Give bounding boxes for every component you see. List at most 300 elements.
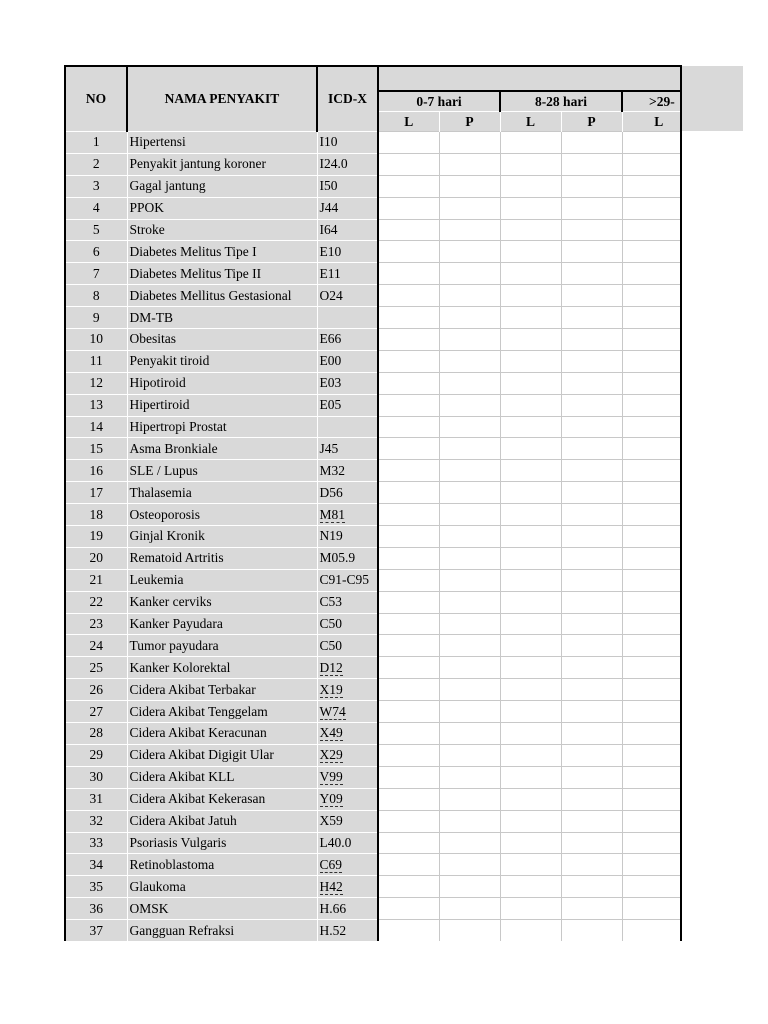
count-cell[interactable] (439, 832, 500, 854)
count-cell[interactable] (500, 504, 561, 526)
count-cell[interactable] (439, 197, 500, 219)
count-cell[interactable] (500, 810, 561, 832)
disease-name: Cidera Akibat Digigit Ular (127, 744, 317, 766)
count-cell[interactable] (439, 504, 500, 526)
count-cell[interactable] (561, 372, 622, 394)
count-cell[interactable] (622, 613, 682, 635)
count-cell[interactable] (622, 569, 682, 591)
disease-name: Asma Bronkiale (127, 438, 317, 460)
icd-code-text: X29 (319, 747, 343, 763)
count-cell[interactable] (622, 438, 682, 460)
count-cell[interactable] (439, 854, 500, 876)
icd-code (317, 635, 378, 657)
age-group-8-28: 8-28 hari (500, 91, 622, 112)
disease-name: DM-TB (127, 307, 317, 329)
count-cell[interactable] (561, 175, 622, 197)
row-number: 12 (65, 372, 127, 394)
row-number: 32 (65, 810, 127, 832)
count-cell[interactable] (500, 723, 561, 745)
table-row (65, 329, 682, 351)
count-cell[interactable] (561, 679, 622, 701)
count-cell[interactable] (622, 372, 682, 394)
count-cell[interactable] (622, 723, 682, 745)
count-cell[interactable] (561, 898, 622, 920)
count-cell[interactable] (439, 701, 500, 723)
disease-name: Penyakit jantung koroner (127, 153, 317, 175)
icd-code (317, 263, 378, 285)
count-cell[interactable] (561, 394, 622, 416)
count-cell[interactable] (439, 438, 500, 460)
count-cell[interactable] (500, 701, 561, 723)
count-cell[interactable] (500, 372, 561, 394)
count-cell[interactable] (622, 876, 682, 898)
count-cell[interactable] (561, 438, 622, 460)
icd-code-text: E10 (319, 243, 342, 259)
count-cell[interactable] (622, 241, 682, 263)
table-row (65, 898, 682, 920)
icd-code-text: E05 (319, 397, 342, 413)
count-cell[interactable] (622, 701, 682, 723)
count-cell[interactable] (561, 350, 622, 372)
icd-code-text: C50 (319, 616, 343, 632)
disease-name: Psoriasis Vulgaris (127, 832, 317, 854)
count-cell[interactable] (378, 241, 439, 263)
count-cell[interactable] (378, 569, 439, 591)
count-cell[interactable] (622, 854, 682, 876)
count-cell[interactable] (500, 744, 561, 766)
count-cell[interactable] (622, 350, 682, 372)
count-cell[interactable] (561, 744, 622, 766)
count-cell[interactable] (500, 350, 561, 372)
row-number: 26 (65, 679, 127, 701)
icd-code (317, 132, 378, 154)
icd-code (317, 153, 378, 175)
icd-code (317, 438, 378, 460)
icd-code-text: X49 (319, 725, 343, 741)
count-cell[interactable] (500, 329, 561, 351)
count-cell[interactable] (500, 547, 561, 569)
icd-code (317, 175, 378, 197)
icd-code (317, 372, 378, 394)
count-cell[interactable] (439, 460, 500, 482)
disease-name: Cidera Akibat KLL (127, 766, 317, 788)
count-cell[interactable] (622, 788, 682, 810)
table-body (65, 132, 682, 942)
count-cell[interactable] (500, 876, 561, 898)
count-cell[interactable] (378, 920, 439, 941)
count-cell[interactable] (378, 329, 439, 351)
table-row (65, 307, 682, 329)
count-cell[interactable] (561, 723, 622, 745)
count-cell[interactable] (439, 482, 500, 504)
count-cell[interactable] (439, 263, 500, 285)
count-cell[interactable] (561, 547, 622, 569)
count-cell[interactable] (561, 832, 622, 854)
count-cell[interactable] (378, 898, 439, 920)
count-cell[interactable] (500, 635, 561, 657)
count-cell[interactable] (500, 854, 561, 876)
count-cell[interactable] (378, 723, 439, 745)
count-cell[interactable] (378, 832, 439, 854)
count-cell[interactable] (561, 810, 622, 832)
icd-code (317, 832, 378, 854)
disease-name: Cidera Akibat Kekerasan (127, 788, 317, 810)
icd-code-text: E11 (319, 265, 341, 281)
icd-code-text: V99 (319, 769, 343, 785)
count-cell[interactable] (378, 679, 439, 701)
icd-code (317, 526, 378, 548)
count-cell[interactable] (622, 394, 682, 416)
icd-code-text: H.66 (319, 900, 347, 916)
count-cell[interactable] (561, 766, 622, 788)
count-cell[interactable] (378, 394, 439, 416)
table-row (65, 526, 682, 548)
sex-header-l: L (622, 112, 682, 132)
icd-code (317, 285, 378, 307)
count-cell[interactable] (500, 832, 561, 854)
disease-name: Tumor payudara (127, 635, 317, 657)
row-number: 8 (65, 285, 127, 307)
icd-code (317, 482, 378, 504)
count-cell[interactable] (622, 547, 682, 569)
icd-code (317, 723, 378, 745)
count-cell[interactable] (561, 635, 622, 657)
count-cell[interactable] (439, 329, 500, 351)
count-cell[interactable] (561, 153, 622, 175)
count-cell[interactable] (622, 219, 682, 241)
count-cell[interactable] (378, 482, 439, 504)
age-group-super-header (378, 66, 682, 91)
icd-code (317, 350, 378, 372)
count-cell[interactable] (439, 635, 500, 657)
count-cell[interactable] (622, 635, 682, 657)
count-cell[interactable] (561, 854, 622, 876)
icd-code (317, 788, 378, 810)
table-row (65, 372, 682, 394)
count-cell[interactable] (561, 920, 622, 941)
count-cell[interactable] (561, 285, 622, 307)
disease-name: Hipertiroid (127, 394, 317, 416)
icd-code-text: W74 (319, 703, 346, 719)
count-cell[interactable] (500, 591, 561, 613)
count-cell[interactable] (378, 175, 439, 197)
count-cell[interactable] (439, 569, 500, 591)
icd-code (317, 657, 378, 679)
row-number: 37 (65, 920, 127, 941)
count-cell[interactable] (378, 504, 439, 526)
table-row (65, 241, 682, 263)
table-row (65, 263, 682, 285)
count-cell[interactable] (561, 219, 622, 241)
disease-name: Osteoporosis (127, 504, 317, 526)
count-cell[interactable] (500, 263, 561, 285)
count-cell[interactable] (500, 219, 561, 241)
row-number: 27 (65, 701, 127, 723)
row-number: 25 (65, 657, 127, 679)
age-group-0-7: 0-7 hari (378, 91, 500, 112)
disease-table (64, 65, 682, 941)
count-cell[interactable] (439, 547, 500, 569)
count-cell[interactable] (622, 416, 682, 438)
icd-code (317, 854, 378, 876)
table-row (65, 438, 682, 460)
count-cell[interactable] (500, 285, 561, 307)
icd-code (317, 898, 378, 920)
icd-code (317, 569, 378, 591)
count-cell[interactable] (439, 876, 500, 898)
row-number: 34 (65, 854, 127, 876)
icd-code-text: C91-C95 (319, 572, 370, 588)
col-header-icd: ICD-X (317, 66, 378, 132)
count-cell[interactable] (378, 810, 439, 832)
count-cell[interactable] (439, 723, 500, 745)
table-row (65, 175, 682, 197)
count-cell[interactable] (439, 920, 500, 941)
icd-code-text: E66 (319, 331, 342, 347)
count-cell[interactable] (378, 132, 439, 154)
count-cell[interactable] (500, 569, 561, 591)
count-cell[interactable] (561, 197, 622, 219)
table-row (65, 832, 682, 854)
row-number: 10 (65, 329, 127, 351)
count-cell[interactable] (378, 307, 439, 329)
count-cell[interactable] (378, 591, 439, 613)
count-cell[interactable] (622, 898, 682, 920)
col-header-name: NAMA PENYAKIT (127, 66, 317, 132)
count-cell[interactable] (439, 526, 500, 548)
count-cell[interactable] (622, 460, 682, 482)
row-number: 35 (65, 876, 127, 898)
count-cell[interactable] (439, 241, 500, 263)
count-cell[interactable] (622, 504, 682, 526)
count-cell[interactable] (622, 263, 682, 285)
disease-name: Gangguan Refraksi (127, 920, 317, 941)
count-cell[interactable] (561, 876, 622, 898)
disease-name: PPOK (127, 197, 317, 219)
count-cell[interactable] (500, 788, 561, 810)
count-cell[interactable] (500, 482, 561, 504)
count-cell[interactable] (378, 876, 439, 898)
count-cell[interactable] (622, 810, 682, 832)
count-cell[interactable] (500, 460, 561, 482)
count-cell[interactable] (378, 547, 439, 569)
disease-name: Kanker Payudara (127, 613, 317, 635)
count-cell[interactable] (378, 854, 439, 876)
count-cell[interactable] (500, 241, 561, 263)
count-cell[interactable] (561, 788, 622, 810)
icd-code-text: J44 (319, 200, 339, 216)
row-number: 1 (65, 132, 127, 154)
count-cell[interactable] (622, 526, 682, 548)
icd-code (317, 810, 378, 832)
count-cell[interactable] (622, 679, 682, 701)
age-group-29: >29- (622, 91, 682, 112)
count-cell[interactable] (378, 416, 439, 438)
icd-code-text: N19 (319, 528, 343, 544)
row-number: 33 (65, 832, 127, 854)
count-cell[interactable] (500, 153, 561, 175)
disease-name: Hipertensi (127, 132, 317, 154)
count-cell[interactable] (439, 613, 500, 635)
count-cell[interactable] (561, 657, 622, 679)
count-cell[interactable] (378, 613, 439, 635)
icd-code-text: D56 (319, 484, 343, 500)
count-cell[interactable] (500, 438, 561, 460)
count-cell[interactable] (439, 153, 500, 175)
count-cell[interactable] (439, 898, 500, 920)
count-cell[interactable] (439, 219, 500, 241)
count-cell[interactable] (500, 394, 561, 416)
count-cell[interactable] (500, 197, 561, 219)
count-cell[interactable] (561, 241, 622, 263)
count-cell[interactable] (378, 635, 439, 657)
count-cell[interactable] (378, 460, 439, 482)
count-cell[interactable] (500, 175, 561, 197)
count-cell[interactable] (439, 416, 500, 438)
sex-header-l: L (500, 112, 561, 132)
count-cell[interactable] (622, 766, 682, 788)
row-number: 20 (65, 547, 127, 569)
count-cell[interactable] (622, 329, 682, 351)
count-cell[interactable] (439, 372, 500, 394)
disease-name: Diabetes Melitus Tipe I (127, 241, 317, 263)
count-cell[interactable] (622, 482, 682, 504)
icd-code (317, 766, 378, 788)
disease-name: Diabetes Melitus Tipe II (127, 263, 317, 285)
icd-code (317, 307, 378, 329)
count-cell[interactable] (622, 307, 682, 329)
disease-name: Cidera Akibat Keracunan (127, 723, 317, 745)
table-row (65, 482, 682, 504)
count-cell[interactable] (561, 569, 622, 591)
count-cell[interactable] (622, 657, 682, 679)
count-cell[interactable] (561, 526, 622, 548)
table-row (65, 219, 682, 241)
count-cell[interactable] (561, 504, 622, 526)
icd-code (317, 591, 378, 613)
row-number: 23 (65, 613, 127, 635)
count-cell[interactable] (622, 197, 682, 219)
count-cell[interactable] (561, 329, 622, 351)
count-cell[interactable] (561, 591, 622, 613)
count-cell[interactable] (439, 766, 500, 788)
count-cell[interactable] (439, 394, 500, 416)
count-cell[interactable] (439, 657, 500, 679)
disease-name: Gagal jantung (127, 175, 317, 197)
count-cell[interactable] (439, 679, 500, 701)
row-number: 21 (65, 569, 127, 591)
count-cell[interactable] (439, 132, 500, 154)
count-cell[interactable] (622, 744, 682, 766)
table-row (65, 591, 682, 613)
icd-code-text: J45 (319, 440, 339, 456)
icd-code-text: M32 (319, 462, 346, 478)
icd-code (317, 241, 378, 263)
count-cell[interactable] (378, 372, 439, 394)
disease-name: SLE / Lupus (127, 460, 317, 482)
row-number: 3 (65, 175, 127, 197)
count-cell[interactable] (622, 132, 682, 154)
count-cell[interactable] (439, 810, 500, 832)
count-cell[interactable] (561, 132, 622, 154)
count-cell[interactable] (378, 766, 439, 788)
count-cell[interactable] (561, 482, 622, 504)
count-cell[interactable] (500, 766, 561, 788)
count-cell[interactable] (378, 285, 439, 307)
count-cell[interactable] (500, 132, 561, 154)
count-cell[interactable] (378, 153, 439, 175)
icd-code-text: X59 (319, 813, 343, 829)
disease-name: Leukemia (127, 569, 317, 591)
count-cell[interactable] (439, 285, 500, 307)
count-cell[interactable] (500, 416, 561, 438)
row-number: 7 (65, 263, 127, 285)
count-cell[interactable] (378, 438, 439, 460)
count-cell[interactable] (378, 526, 439, 548)
icd-code-text: L40.0 (319, 834, 352, 850)
count-cell[interactable] (622, 832, 682, 854)
count-cell[interactable] (378, 744, 439, 766)
count-cell[interactable] (561, 307, 622, 329)
count-cell[interactable] (500, 657, 561, 679)
count-cell[interactable] (622, 920, 682, 941)
count-cell[interactable] (378, 701, 439, 723)
disease-name: Kanker cerviks (127, 591, 317, 613)
count-cell[interactable] (561, 416, 622, 438)
row-number: 30 (65, 766, 127, 788)
count-cell[interactable] (439, 350, 500, 372)
table-row (65, 504, 682, 526)
count-cell[interactable] (561, 263, 622, 285)
count-cell[interactable] (439, 744, 500, 766)
count-cell[interactable] (622, 285, 682, 307)
count-cell[interactable] (439, 591, 500, 613)
count-cell[interactable] (439, 788, 500, 810)
count-cell[interactable] (378, 788, 439, 810)
count-cell[interactable] (500, 526, 561, 548)
count-cell[interactable] (561, 460, 622, 482)
disease-name: Diabetes Mellitus Gestasional (127, 285, 317, 307)
row-number: 5 (65, 219, 127, 241)
row-number: 17 (65, 482, 127, 504)
disease-name: Stroke (127, 219, 317, 241)
count-cell[interactable] (561, 701, 622, 723)
table-row (65, 569, 682, 591)
icd-code (317, 394, 378, 416)
table-row (65, 132, 682, 154)
count-cell[interactable] (622, 175, 682, 197)
count-cell[interactable] (500, 920, 561, 941)
icd-code (317, 701, 378, 723)
count-cell[interactable] (561, 613, 622, 635)
count-cell[interactable] (378, 350, 439, 372)
count-cell[interactable] (378, 219, 439, 241)
count-cell[interactable] (622, 591, 682, 613)
count-cell[interactable] (622, 153, 682, 175)
row-number: 6 (65, 241, 127, 263)
count-cell[interactable] (500, 613, 561, 635)
count-cell[interactable] (500, 307, 561, 329)
count-cell[interactable] (439, 307, 500, 329)
count-cell[interactable] (500, 898, 561, 920)
table-row (65, 350, 682, 372)
count-cell[interactable] (378, 657, 439, 679)
count-cell[interactable] (378, 263, 439, 285)
count-cell[interactable] (439, 175, 500, 197)
count-cell[interactable] (378, 197, 439, 219)
count-cell[interactable] (500, 679, 561, 701)
disease-name: Retinoblastoma (127, 854, 317, 876)
